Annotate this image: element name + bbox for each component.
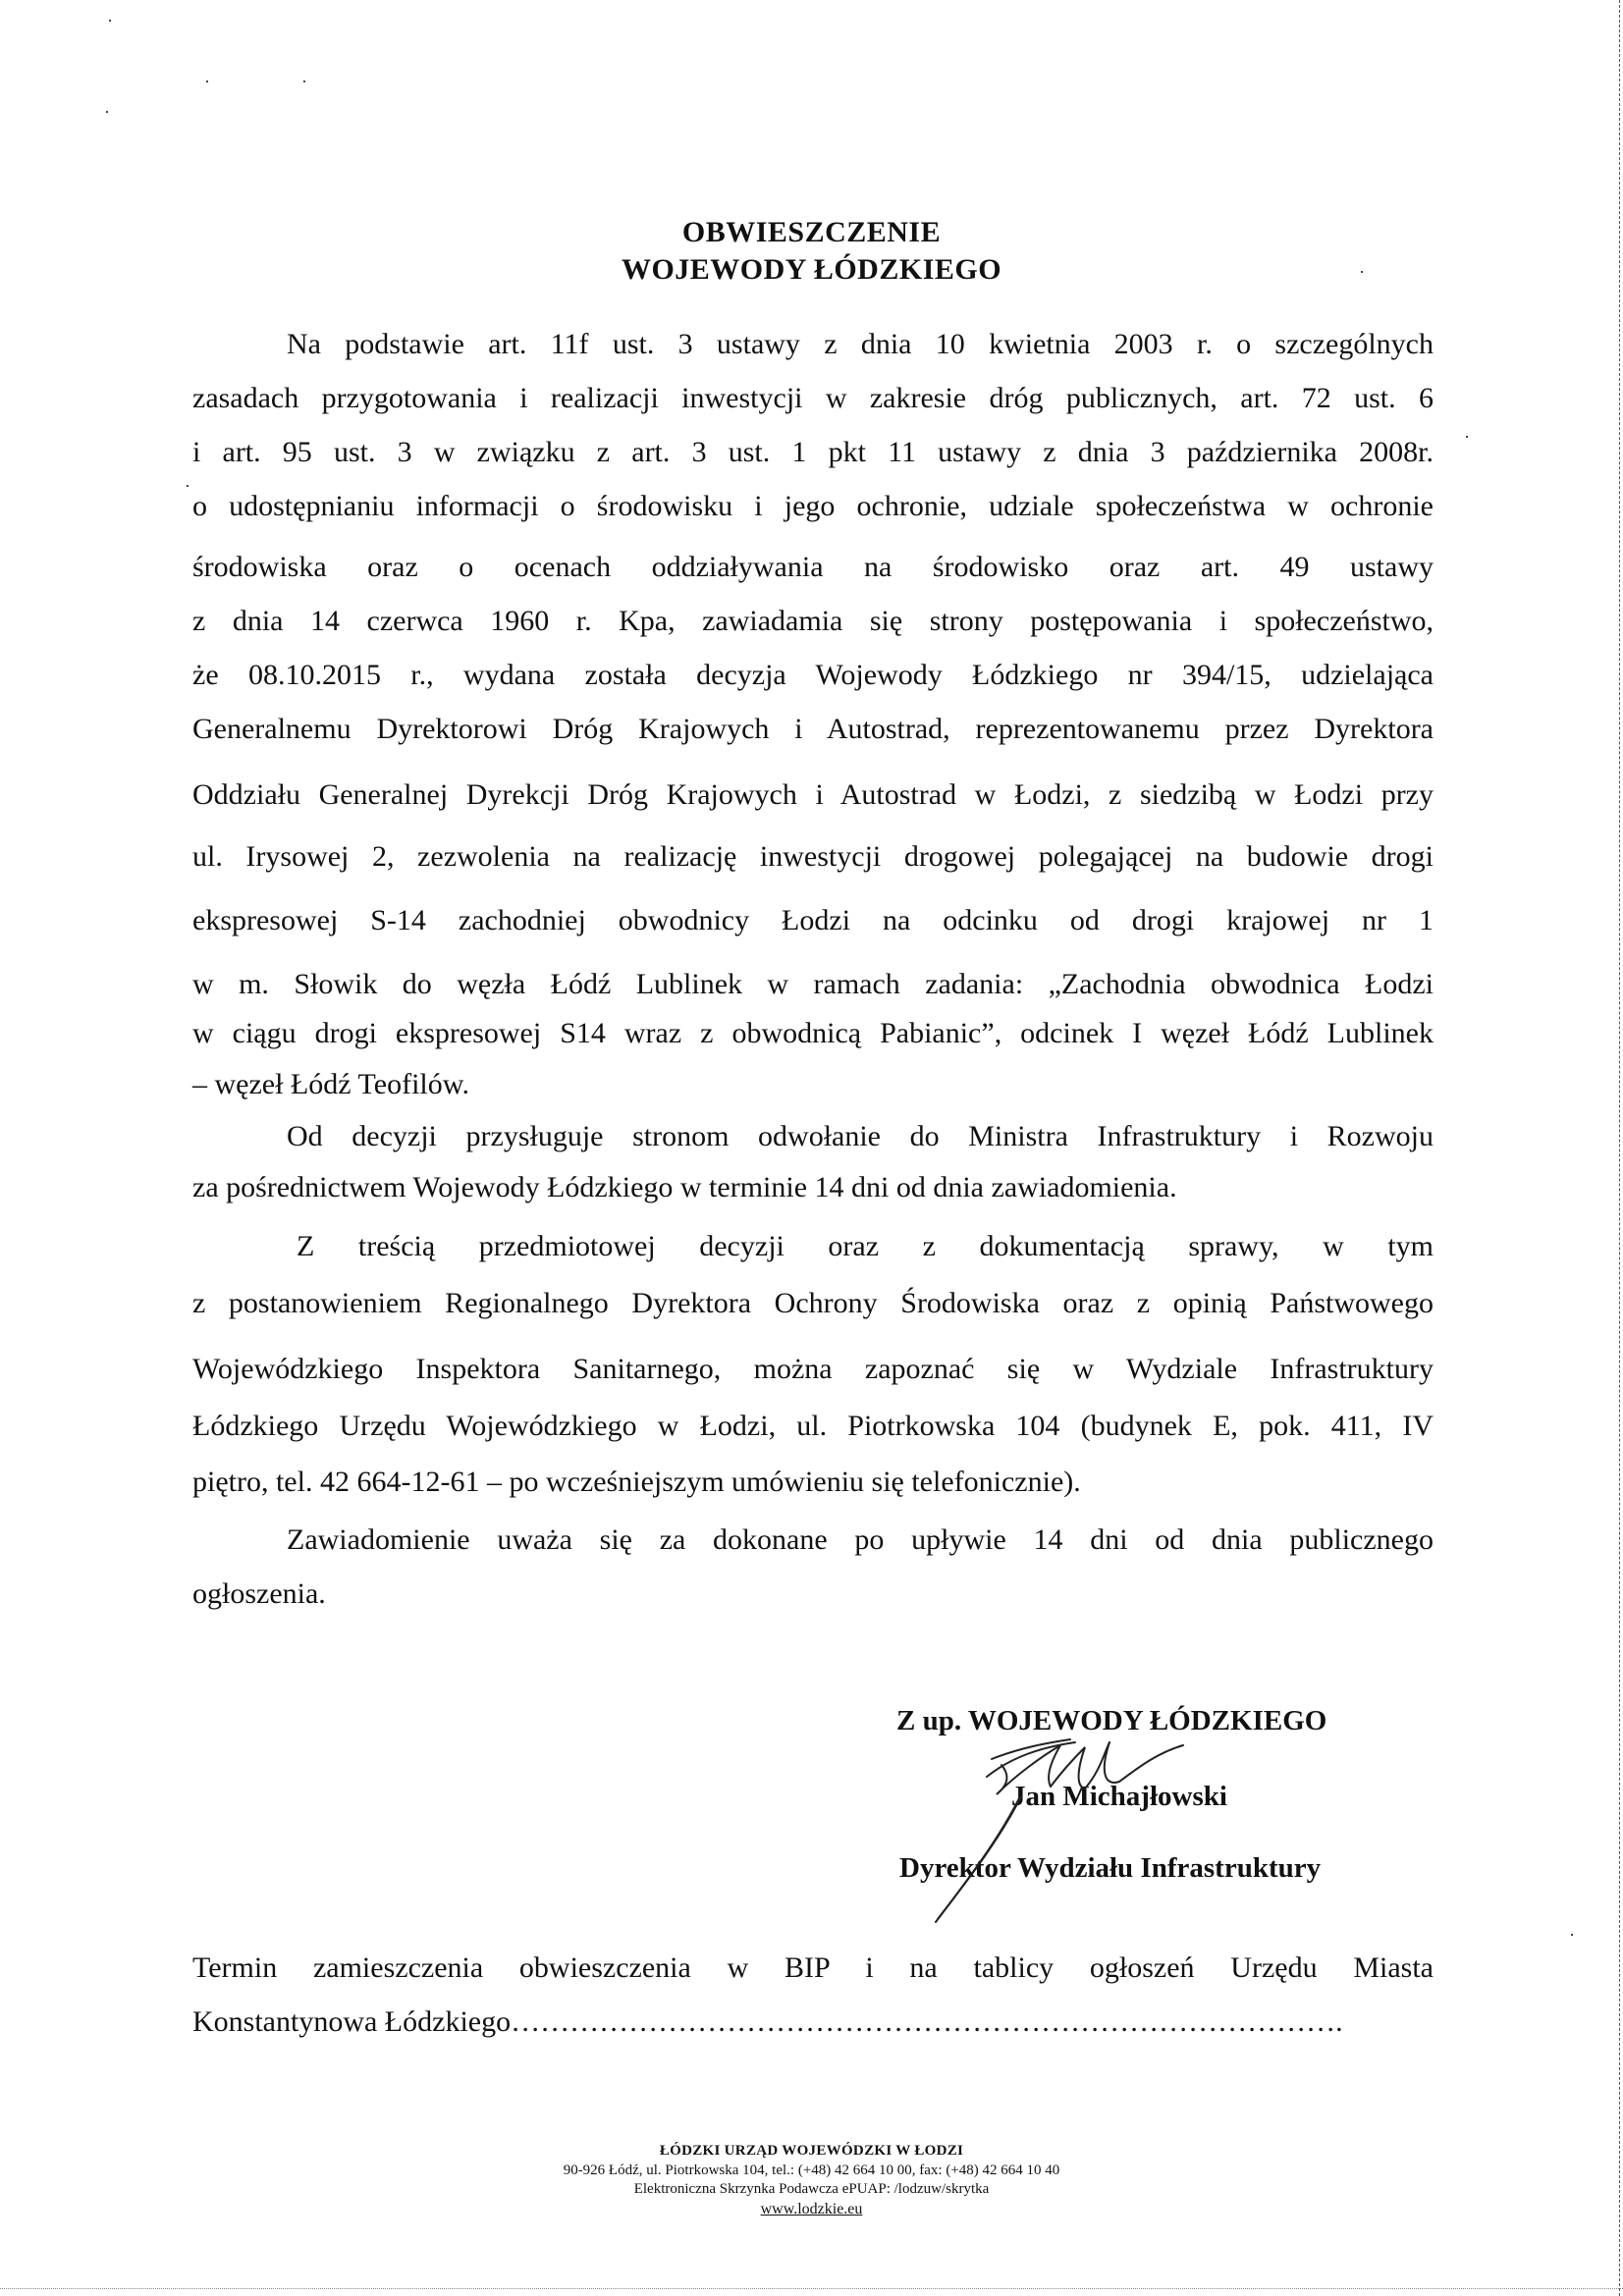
scan-speck [1571,1934,1573,1936]
footer-organization: ŁÓDZKI URZĄD WOJEWÓDZKI W ŁODZI [659,2143,964,2159]
scan-edge-right [1619,0,1622,2296]
document-title: OBWIESZCZENIE [681,216,942,248]
scan-speck [1466,436,1468,438]
body-line: – węzeł Łódź Teofilów. [192,1068,469,1100]
body-line: ekspresowej S-14 zachodniej obwodnicy Łodzi na odcinku od drogi krajowej nr 1 [192,904,1434,936]
body-line: w m. Słowik do węzła Łódź Lublinek w ramach zadania: „Zachodnia obwodnica Łodzi [192,968,1434,1000]
signature-position: Dyrektor Wydziału Infrastruktury [899,1852,1322,1884]
posting-note-line: Termin zamieszczenia obwieszczenia w BIP i na tablicy ogłoszeń Urzędu Miasta [192,1951,1434,1984]
document-subtitle: WOJEWODY ŁÓDZKIEGO [621,253,1002,286]
body-line: z postanowieniem Regionalnego Dyrektora Ochrony Środowiska oraz z opinią Państwowego [192,1287,1434,1319]
footer-epuap: Elektroniczna Skrzynka Podawcza ePUAP: /lodzuw/skrytka [633,2181,990,2197]
scan-speck [303,80,305,82]
body-line: że 08.10.2015 r., wydana została decyzja Wojewody Łódzkiego nr 394/15, udzielająca [192,659,1434,691]
body-line: Wojewódzkiego Inspektora Sanitarnego, można zapoznać się w Wydziale Infrastruktury [192,1353,1434,1385]
scan-speck [206,80,208,82]
scan-speck [106,111,108,113]
footer-website-link[interactable]: www.lodzkie.eu [760,2201,863,2217]
body-line: Od decyzji przysługuje stronom odwołanie do Ministra Infrastruktury i Rozwoju [287,1120,1434,1152]
body-line: środowiska oraz o ocenach oddziaływania na środowisko oraz art. 49 ustawy [192,551,1434,583]
body-line: zasadach przygotowania i realizacji inwestycji w zakresie dróg publicznych, art. 72 ust. 6 [192,382,1434,414]
body-line: Z treścią przedmiotowej decyzji oraz z dokumentacją sprawy, w tym [297,1230,1434,1262]
body-line: ul. Irysowej 2, zezwolenia na realizację inwestycji drogowej polegającej na budowie drogi [192,840,1434,873]
signature-name: Jan Michajłowski [1011,1781,1227,1812]
body-line: i art. 95 ust. 3 w związku z art. 3 ust. 1 pkt 11 ustawy z dnia 3 października 2008r. [192,436,1434,468]
scan-speck [109,20,111,22]
scan-edge-bottom [0,2288,1623,2290]
body-line: Oddziału Generalnej Dyrekcji Dróg Krajowych i Autostrad w Łodzi, z siedzibą w Łodzi przy [192,778,1434,811]
body-line: Zawiadomienie uważa się za dokonane po upływie 14 dni od dnia publicznego [287,1523,1434,1556]
footer-address: 90-926 Łódź, ul. Piotrkowska 104, tel.: (+48) 42 664 10 00, fax: (+48) 42 664 10 40 [563,2163,1060,2178]
body-line: piętro, tel. 42 664-12-61 – po wcześniejszym umówieniu się telefonicznie). [192,1466,1081,1498]
body-line: o udostępnianiu informacji o środowisku i jego ochronie, udziale społeczeństwa w ochronie [192,490,1434,522]
body-line: ogłoszenia. [192,1577,326,1610]
body-line: Na podstawie art. 11f ust. 3 ustawy z dnia 10 kwietnia 2003 r. o szczególnych [287,328,1434,360]
scan-speck [187,485,189,487]
body-line: za pośrednictwem Wojewody Łódzkiego w terminie 14 dni od dnia zawiadomienia. [192,1171,1177,1203]
body-line: z dnia 14 czerwca 1960 r. Kpa, zawiadamia się strony postępowania i społeczeństwo, [192,605,1434,637]
posting-note-line: Konstantynowa Łódzkiego…………………………………………………………………………. [192,2005,1343,2038]
handwritten-signature [903,1718,1414,1944]
body-line: w ciągu drogi ekspresowej S14 wraz z obwodnicą Pabianic”, odcinek I węzeł Łódź Lublinek [192,1017,1434,1049]
signature-authority: Z up. WOJEWODY ŁÓDZKIEGO [896,1705,1327,1736]
body-line: Generalnemu Dyrektorowi Dróg Krajowych i Autostrad, reprezentowanemu przez Dyrektora [192,713,1434,745]
body-line: Łódzkiego Urzędu Wojewódzkiego w Łodzi, ul. Piotrkowska 104 (budynek E, pok. 411, IV [192,1410,1434,1442]
